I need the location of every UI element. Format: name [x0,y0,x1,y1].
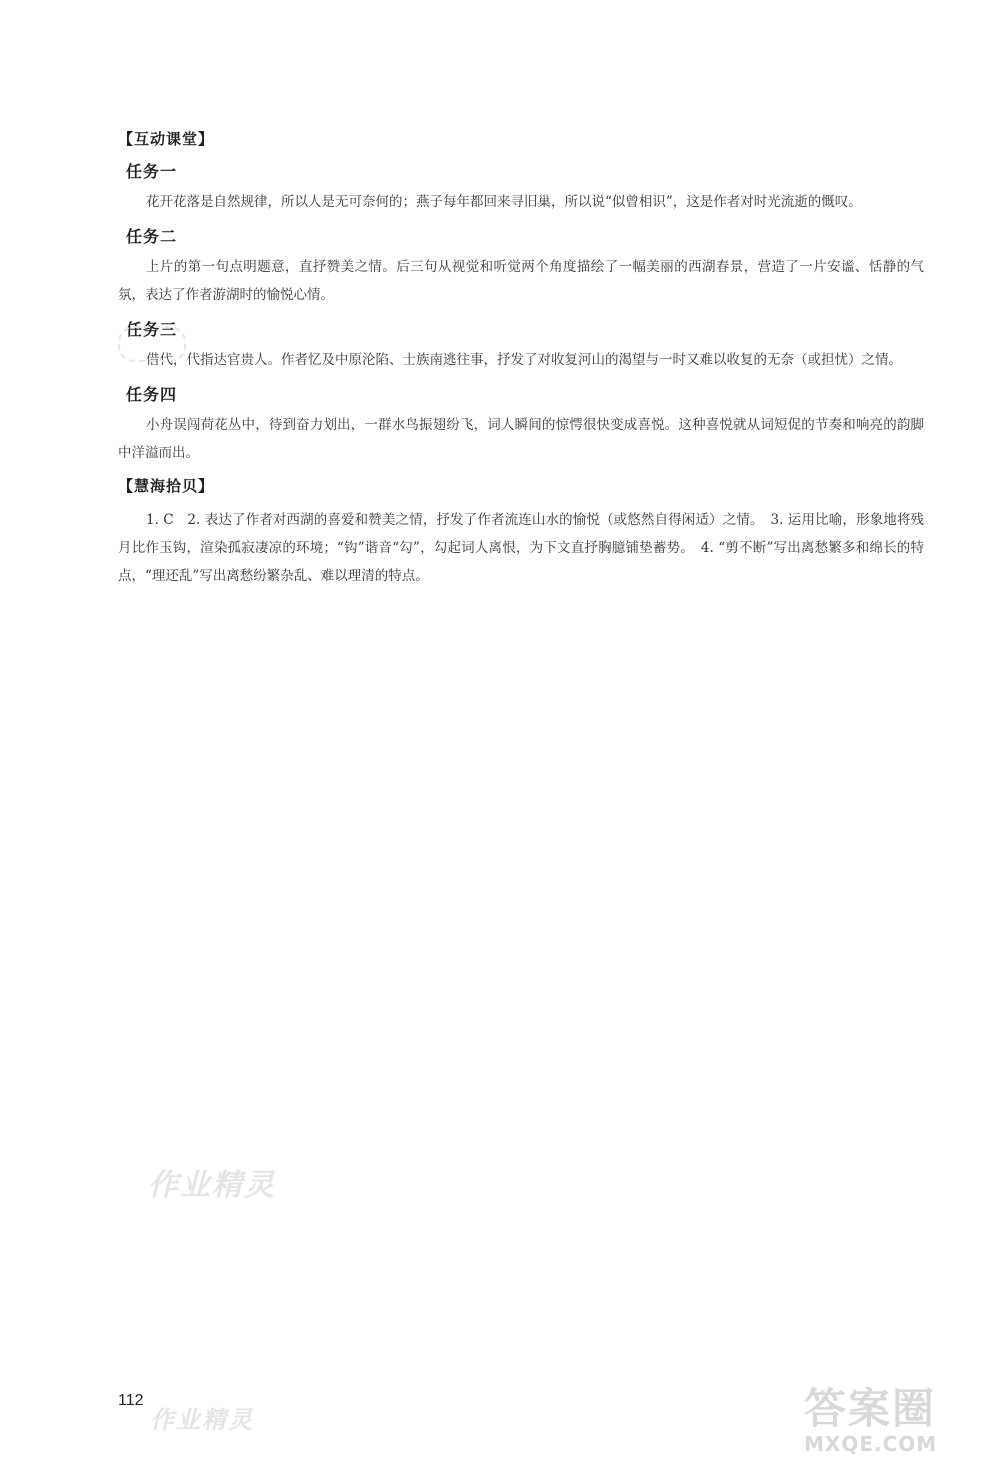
task-text-1: 花开花落是自然规律，所以人是无可奈何的；燕子每年都回来寻旧巢，所以说“似曾相识”，这是作者对时光流逝的慨叹。 [146,194,862,210]
site-logo-text: 答案圈 [804,1384,937,1433]
section-header-interactive-classroom: 【互动课堂】 [118,130,215,148]
site-logo-domain: MXQE.COM [804,1432,938,1456]
task-title-3: 任务三 [126,320,178,339]
practice-answers: 1. C 2. 表达了作者对西湖的喜爱和赞美之情，抒发了作者流连山水的愉悦（或悠然自得闲适）之情。 3. 运用比喻，形象地将残月比作玉钩，渲染孤寂凄凉的环境；“钩”谐音“勾”，勾起词人离恨，为下文直抒胸臆铺垫蓄势。 4. “剪不断”写出离愁繁多和绵长的特点，“理还乱”写出离愁纷繁杂乱、难以理清的特点。 [118,512,924,584]
watermark-middle: 作业精灵 [148,1168,276,1203]
task-title-4: 任务四 [126,385,178,404]
page-content [118,128,924,590]
task-title-2: 任务二 [126,227,178,246]
task-text-3: 借代，代指达官贵人。作者忆及中原沦陷、士族南逃往事，抒发了对收复河山的渴望与一时又难以收复的无奈（或担忧）之情。 [146,352,902,368]
task-text-2: 上片的第一句点明题意，直抒赞美之情。后三句从视觉和听觉两个角度描绘了一幅美丽的西湖春景，营造了一片安谧、恬静的气氛，表达了作者游湖时的愉悦心情。 [118,259,924,303]
faint-stamp-mark [118,326,186,362]
page-number: 112 [118,1392,144,1409]
site-watermark-logo [804,1386,980,1466]
watermark-bottom: 作业精灵 [150,1405,254,1434]
task-title-1: 任务一 [126,162,178,181]
task-text-4: 小舟误闯荷花丛中，待到奋力划出，一群水鸟振翅纷飞，词人瞬间的惊愕很快变成喜悦。这种喜悦就从词短促的节奏和响亮的韵脚中洋溢而出。 [118,417,924,461]
section-header-practice: 【慧海拾贝】 [118,477,215,495]
